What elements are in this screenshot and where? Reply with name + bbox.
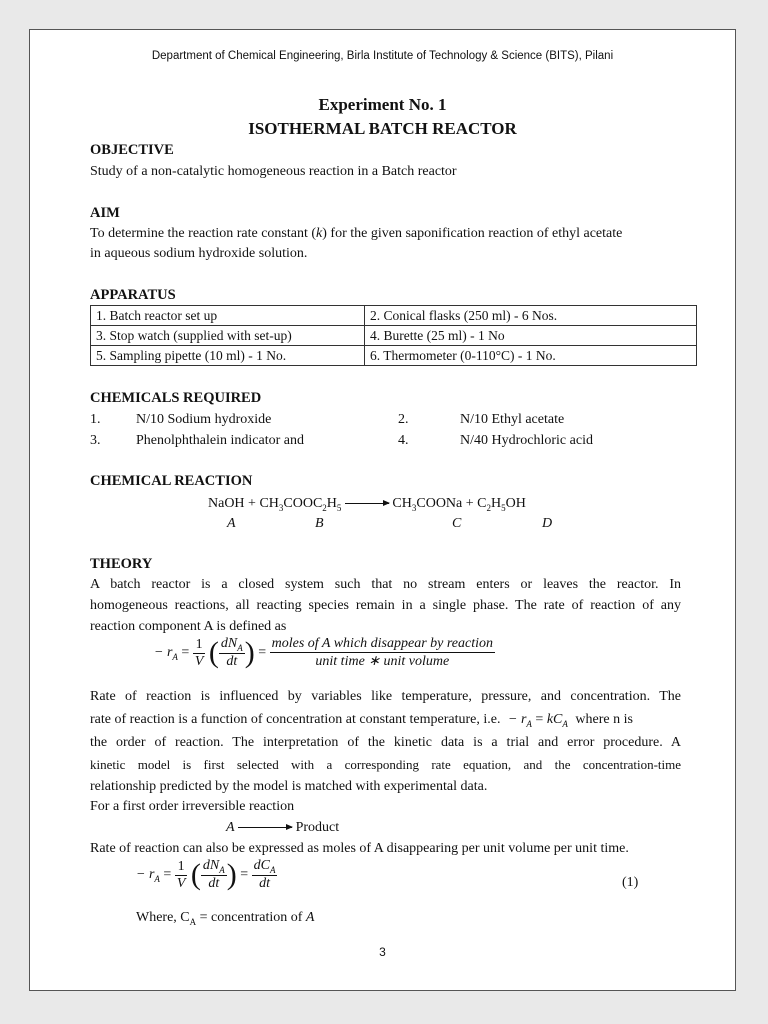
table-cell: 6. Thermometer (0-110°C) - 1 No. xyxy=(365,346,697,366)
chemical-name: Phenolphthalein indicator and xyxy=(136,433,304,448)
arrow-icon xyxy=(238,827,292,828)
table-row xyxy=(91,326,697,346)
species-label: B xyxy=(315,516,324,531)
equation-number: (1) xyxy=(622,875,639,890)
chemical-number: 4. xyxy=(398,433,409,448)
theory-line: kinetic model is first selected with a corresponding rate equation, and the concentration-time xyxy=(90,757,681,772)
theory-heading: THEORY xyxy=(90,556,153,572)
rate-equation-1: − $r_A$ = $\frac{1}{V}$ ( $\frac{dN_A}{dt}$ ) = $\frac{dC_A}{dt}$ xyxy=(136,858,276,891)
page-number: 3 xyxy=(379,945,386,959)
theory-line: rate of reaction is a function of concentration at constant temperature, i.e. − $r_A = kC_A$ where n is xyxy=(90,712,633,729)
theory-line: Rate of reaction is influenced by variables like temperature, pressure, and concentration. The xyxy=(90,689,681,704)
rate-equation: − $r_A$ = $\frac{1}{V}$ ( $\frac{dN_A}{dt}$ ) = $\frac{\text{moles of A which disappear by reaction}}{\text{unit time ∗ unit volume}}$ xyxy=(154,636,494,669)
reaction-heading: CHEMICAL REACTION xyxy=(90,473,253,489)
chemicals-heading: CHEMICALS REQUIRED xyxy=(90,390,262,406)
objective-heading: OBJECTIVE xyxy=(90,142,174,158)
experiment-title: ISOTHERMAL BATCH REACTOR xyxy=(248,119,517,138)
chemical-name: N/10 Ethyl acetate xyxy=(460,412,565,427)
page-header: Department of Chemical Engineering, Birla Institute of Technology & Science (BITS), Pilani xyxy=(151,50,614,62)
objective-text: Study of a non-catalytic homogeneous reaction in a Batch reactor xyxy=(90,164,457,179)
table-cell: 1. Batch reactor set up xyxy=(91,306,365,326)
aim-line-2: in aqueous sodium hydroxide solution. xyxy=(90,246,308,261)
where-line: Where, $C_A$ = concentration of A xyxy=(136,910,315,927)
reaction-equation xyxy=(208,496,526,513)
chemical-name: N/10 Sodium hydroxide xyxy=(136,412,272,427)
theory-line: reaction component A is defined as xyxy=(90,619,287,634)
table-cell: 2. Conical flasks (250 ml) - 6 Nos. xyxy=(365,306,697,326)
theory-line: the order of reaction. The interpretation of the kinetic data is a trial and error procedure. A xyxy=(90,735,681,750)
aim-heading: AIM xyxy=(90,205,120,221)
theory-line: A batch reactor is a closed system such that no stream enters or leaves the reactor. In xyxy=(90,577,681,592)
table-row xyxy=(91,306,697,326)
reaction-rhs: $CH_3COONa + C_2H_5OH$ xyxy=(392,496,526,513)
apparatus-table xyxy=(90,305,697,366)
document-page xyxy=(29,29,736,991)
chemical-name: N/40 Hydrochloric acid xyxy=(460,433,593,448)
chemical-number: 1. xyxy=(90,412,101,427)
theory-line: homogeneous reactions, all reacting species remain in a single phase. The rate of reaction of any xyxy=(90,598,681,613)
chemical-number: 3. xyxy=(90,433,101,448)
species-label: A xyxy=(227,516,236,531)
first-order-reaction: A Product xyxy=(226,820,340,835)
table-cell: 5. Sampling pipette (10 ml) - 1 No. xyxy=(91,346,365,366)
theory-line: Rate of reaction can also be expressed as moles of A disappearing per unit volume per unit time. xyxy=(90,841,629,856)
arrow-icon xyxy=(345,503,389,504)
table-cell: 3. Stop watch (supplied with set-up) xyxy=(91,326,365,346)
theory-line: relationship predicted by the model is matched with experimental data. xyxy=(90,779,488,794)
chemical-number: 2. xyxy=(398,412,409,427)
experiment-number: Experiment No. 1 xyxy=(318,95,447,114)
theory-line: For a first order irreversible reaction xyxy=(90,799,295,814)
species-label: C xyxy=(452,516,462,531)
aim-line-1: To determine the reaction rate constant (k) for the given saponification reaction of ethyl acetate xyxy=(90,226,623,241)
reaction-lhs: NaOH + $CH_3COOC_2H_5$ xyxy=(208,496,342,513)
table-cell: 4. Burette (25 ml) - 1 No xyxy=(365,326,697,346)
table-row xyxy=(91,346,697,366)
apparatus-heading: APPARATUS xyxy=(90,287,176,303)
species-label: D xyxy=(542,516,553,531)
